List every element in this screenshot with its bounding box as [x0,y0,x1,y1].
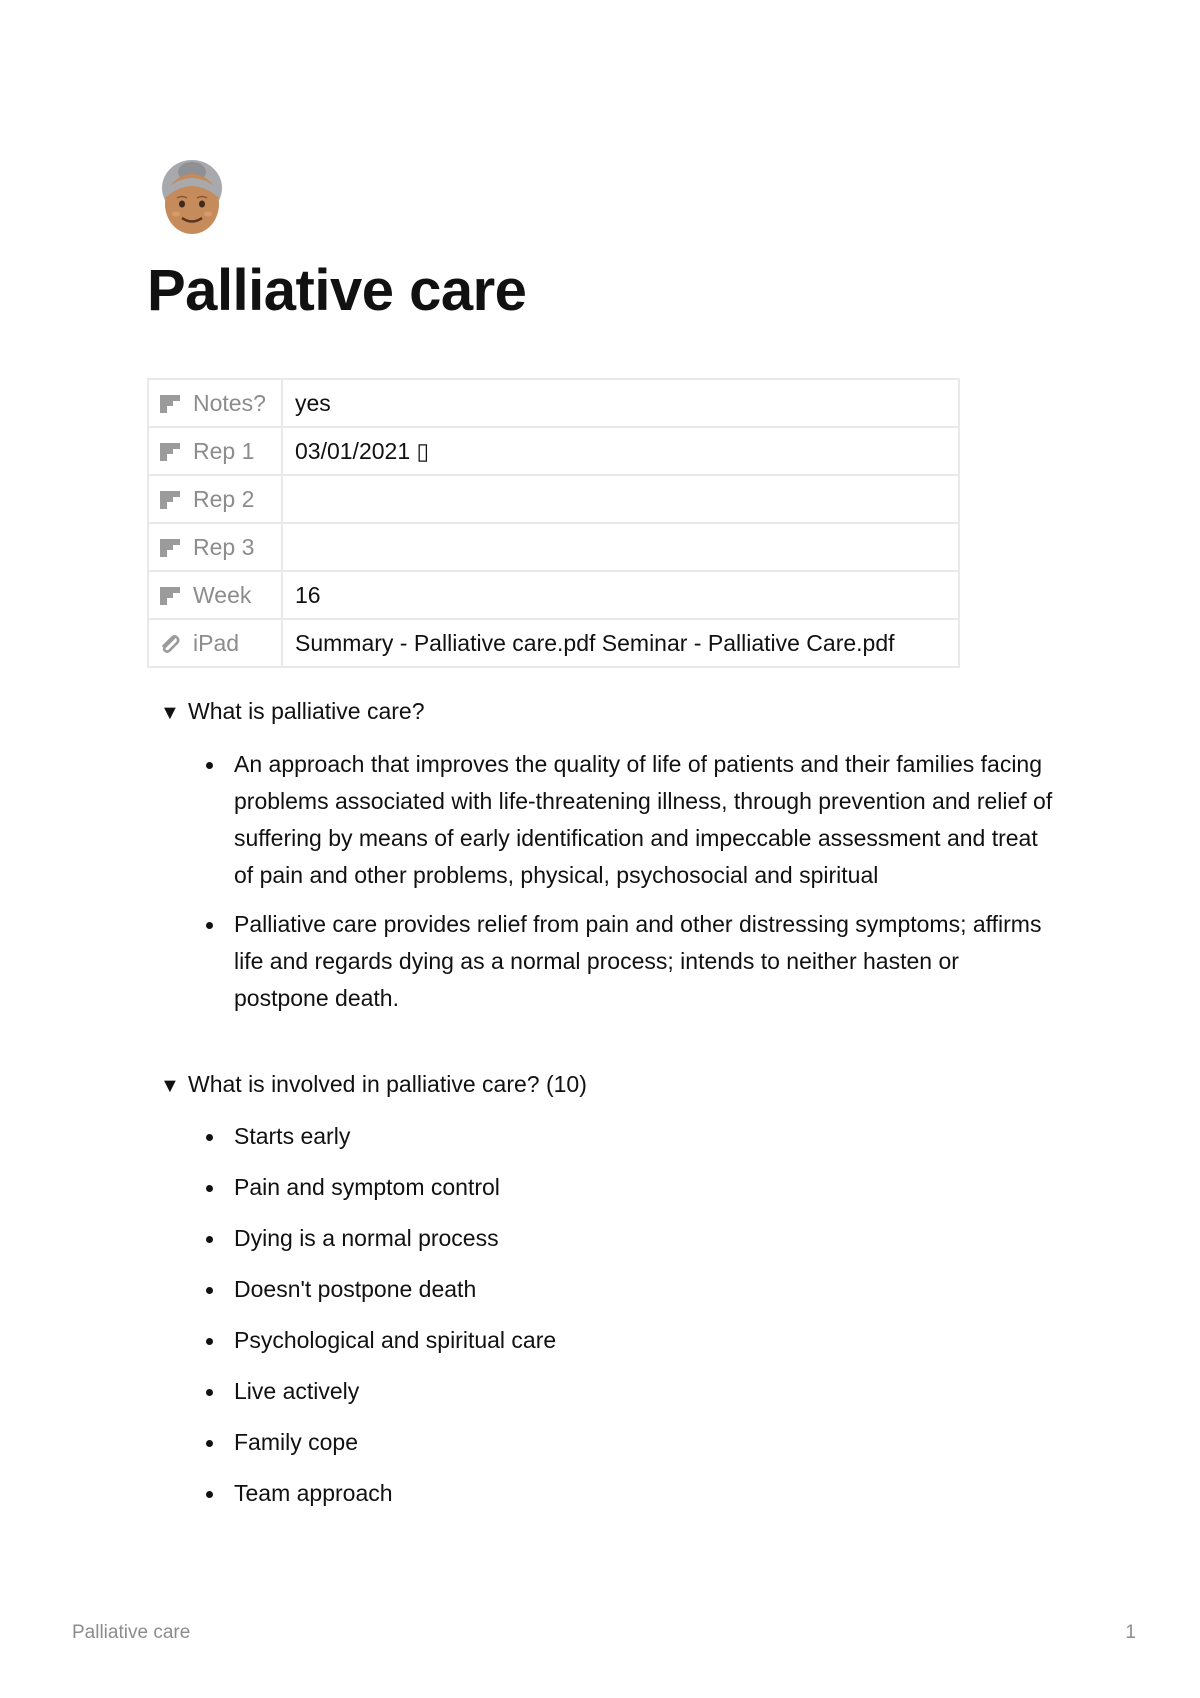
toggle-what-is-palliative-care[interactable] [160,698,425,725]
property-key-label: Rep 3 [193,533,255,560]
toggle-what-is-involved[interactable] [160,1071,587,1098]
toggle-triangle-icon[interactable]: ▼ [160,1075,180,1097]
property-key[interactable] [148,571,282,619]
property-key-label: Week [193,581,252,608]
list-item: Palliative care provides relief from pain and other distressing symptoms; affirms life and regards dying as a normal process; intends to neither hasten or postpone death. [206,906,1056,1017]
property-value[interactable] [282,475,959,523]
text-property-icon [159,442,181,462]
footer-page-number: 1 [1125,1622,1136,1643]
properties-table [147,378,960,668]
property-key[interactable] [148,523,282,571]
property-key[interactable] [148,475,282,523]
list-item: Family cope [206,1424,1056,1461]
property-key[interactable] [148,379,282,427]
property-value[interactable]: yes [282,379,959,427]
property-row-rep-3 [148,523,959,571]
list-item: Doesn't postpone death [206,1271,1056,1308]
footer-page-title: Palliative care [72,1622,191,1643]
property-row-notes [148,379,959,427]
list-item: Live actively [206,1373,1056,1410]
property-key-label: Notes? [193,389,266,416]
older-woman-emoji-icon [155,158,229,242]
list-item: Starts early [206,1118,1056,1155]
attachment-links[interactable]: Summary - Palliative care.pdf Seminar - Palliative Care.pdf [282,619,959,667]
property-row-rep-1 [148,427,959,475]
property-value[interactable] [282,523,959,571]
bullet-list-involved [206,1118,1056,1512]
text-property-icon [159,394,181,414]
toggle-heading: What is palliative care? [188,698,425,724]
property-key-label: Rep 2 [193,485,255,512]
toggle-heading: What is involved in palliative care? (10) [188,1071,587,1097]
property-row-ipad [148,619,959,667]
list-item: An approach that improves the quality of life of patients and their families facing problems associated with life-threatening illness, through prevention and relief of suffering by means of early identification and impeccable assessment and treat of pain and other problems, physical, psychosocial and spiritual [206,746,1056,894]
property-key[interactable] [148,427,282,475]
text-property-icon [159,538,181,558]
text-property-icon [159,490,181,510]
list-item: Pain and symptom control [206,1169,1056,1206]
property-key[interactable] [148,619,282,667]
toggle-triangle-icon[interactable]: ▼ [160,702,180,724]
text-property-icon [159,586,181,606]
property-row-week [148,571,959,619]
property-row-rep-2 [148,475,959,523]
property-value[interactable]: 03/01/2021 ▯ [282,427,959,475]
page-title: Palliative care [147,258,527,323]
list-item: Psychological and spiritual care [206,1322,1056,1359]
bullet-list-definition [206,746,1056,1017]
paperclip-icon [159,634,181,654]
property-key-label: iPad [193,629,240,656]
property-key-label: Rep 1 [193,437,255,464]
list-item: Team approach [206,1475,1056,1512]
property-value[interactable]: 16 [282,571,959,619]
list-item: Dying is a normal process [206,1220,1056,1257]
